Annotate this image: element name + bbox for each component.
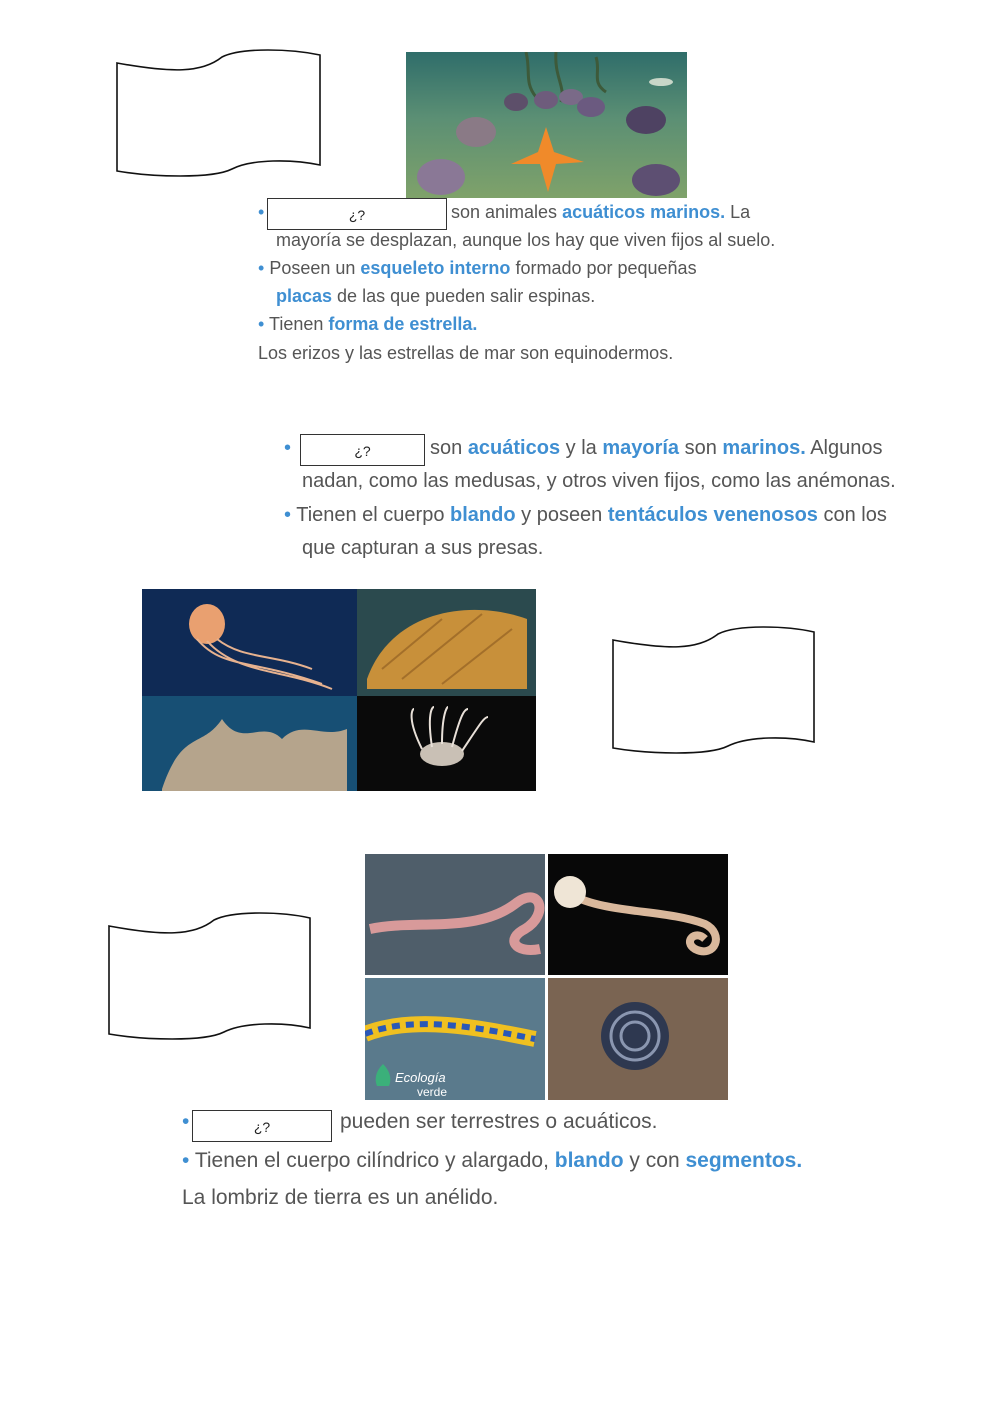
- text-line: nadan, como las medusas, y otros viven fijos, como las anémonas.: [302, 470, 896, 492]
- annelids-photo-grid: [365, 854, 728, 1100]
- text-line: Los erizos y las estrellas de mar son equinodermos.: [258, 343, 674, 363]
- cnidarians-photo-grid: [142, 589, 536, 791]
- text-line: pueden ser terrestres o acuáticos.: [340, 1110, 658, 1133]
- text-line: • Tienen forma de estrella.: [258, 314, 478, 334]
- bullet: •: [258, 202, 265, 222]
- text-line: La lombriz de tierra es un anélido.: [182, 1186, 499, 1209]
- answer-blank-1[interactable]: ¿?: [267, 198, 447, 230]
- answer-blank-3[interactable]: ¿?: [192, 1110, 332, 1142]
- text-line: • Tienen el cuerpo blando y poseen tentáculos venenosos con los: [284, 504, 887, 526]
- answer-flag-3[interactable]: [104, 910, 316, 1042]
- answer-flag-1[interactable]: [112, 47, 324, 179]
- text-line: • Tienen el cuerpo cilíndrico y alargado, blando y con segmentos.: [182, 1149, 803, 1172]
- text-line: mayoría se desplazan, aunque los hay que viven fijos al suelo.: [276, 230, 776, 250]
- sea-urchins-starfish-photo: [406, 52, 687, 198]
- text-line: son animales acuáticos marinos. La: [451, 202, 751, 222]
- answer-blank-2[interactable]: ¿?: [300, 434, 425, 466]
- text-line: •: [182, 1110, 190, 1133]
- text-line: [258, 198, 264, 226]
- answer-flag-2[interactable]: [608, 624, 820, 756]
- text-line: son acuáticos y la mayoría son marinos. Algunos: [430, 437, 883, 459]
- svg-text:Ecología: Ecología: [395, 1070, 446, 1085]
- svg-text:verde: verde: [417, 1085, 448, 1099]
- text-line: •: [284, 437, 292, 459]
- text-line: • Poseen un esqueleto interno formado por pequeñas: [258, 258, 697, 278]
- text-line: que capturan a sus presas.: [302, 537, 544, 559]
- text-line: placas de las que pueden salir espinas.: [276, 286, 596, 306]
